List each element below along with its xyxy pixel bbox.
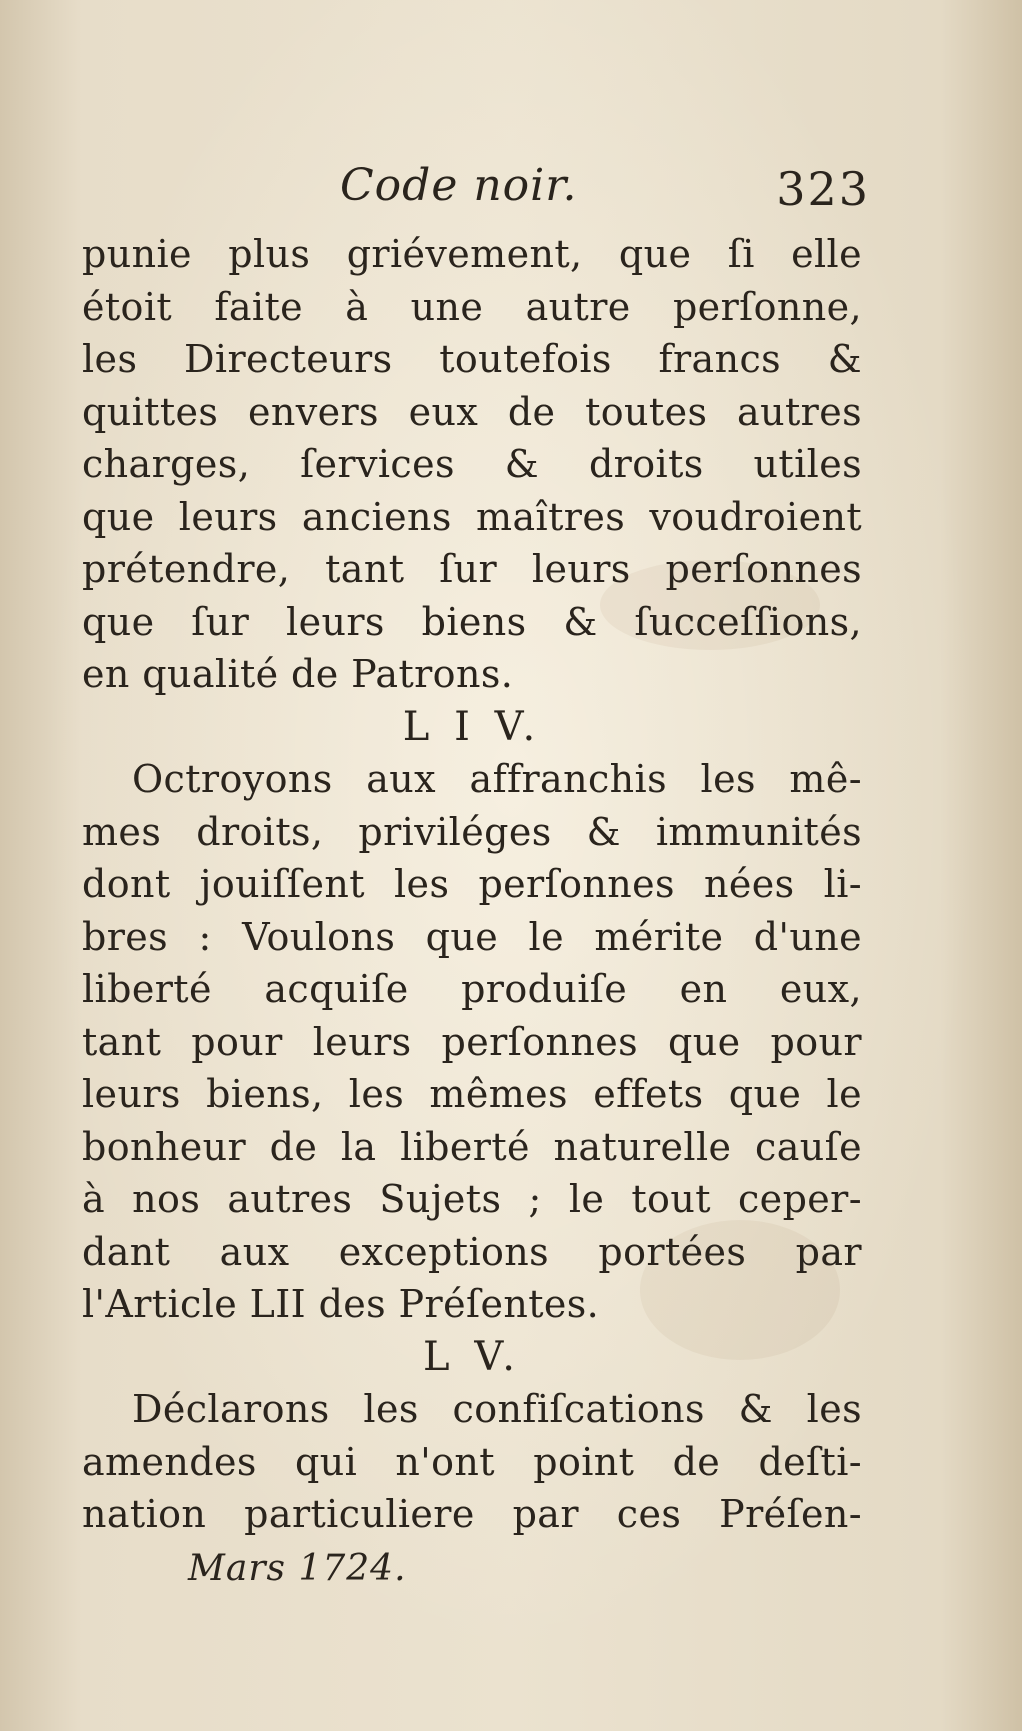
page-number: 323 — [776, 162, 870, 216]
text-line: bres : Voulons que le mérite d'une — [82, 914, 862, 959]
text-line: nation particuliere par ces Préſen- — [82, 1492, 862, 1536]
text-line: étoit faite à une autre perſonne, — [82, 284, 862, 329]
catchword: Mars 1724. — [188, 1548, 407, 1589]
text-line: l'Article LII des Préſentes. — [82, 1282, 600, 1326]
text-line: bonheur de la liberté naturelle cauſe — [82, 1124, 862, 1169]
text-line: prétendre, tant ſur leurs perſonnes — [82, 547, 862, 591]
text-line: à nos autres Sujets ; le tout ceper- — [82, 1177, 862, 1221]
text-line: punie plus griévement, que ſi elle — [82, 232, 862, 276]
text-line: en qualité de Patrons. — [82, 652, 514, 696]
body-text — [82, 228, 862, 1541]
text-line: leurs biens, les mêmes effets que le — [82, 1072, 862, 1116]
text-line: quittes envers eux de toutes autres — [82, 389, 862, 434]
text-line: Déclarons les confiſcations & les — [132, 1387, 862, 1431]
article-heading: L V. — [423, 1333, 521, 1380]
text-line: amendes qui n'ont point de deſti- — [82, 1439, 862, 1484]
text-line: dant aux exceptions portées par — [82, 1229, 862, 1274]
text-line: les Directeurs toutefois francs & — [82, 337, 862, 381]
article-heading: L I V. — [402, 703, 542, 750]
text-line: dont jouiſſent les perſonnes nées li- — [82, 862, 862, 906]
text-line: liberté acquiſe produiſe en eux, — [82, 967, 862, 1011]
text-line: que ſur leurs biens & ſucceſſions, — [82, 599, 862, 644]
text-line: mes droits, priviléges & immunités — [82, 809, 862, 854]
text-line: tant pour leurs perſonnes que pour — [82, 1019, 862, 1064]
text-line: que leurs anciens maîtres voudroient — [82, 494, 862, 539]
text-line: Octroyons aux affranchis les mê- — [132, 757, 862, 801]
text-line: charges, ſervices & droits utiles — [82, 442, 862, 486]
page-header — [80, 160, 870, 230]
running-head: Code noir. — [340, 160, 578, 211]
